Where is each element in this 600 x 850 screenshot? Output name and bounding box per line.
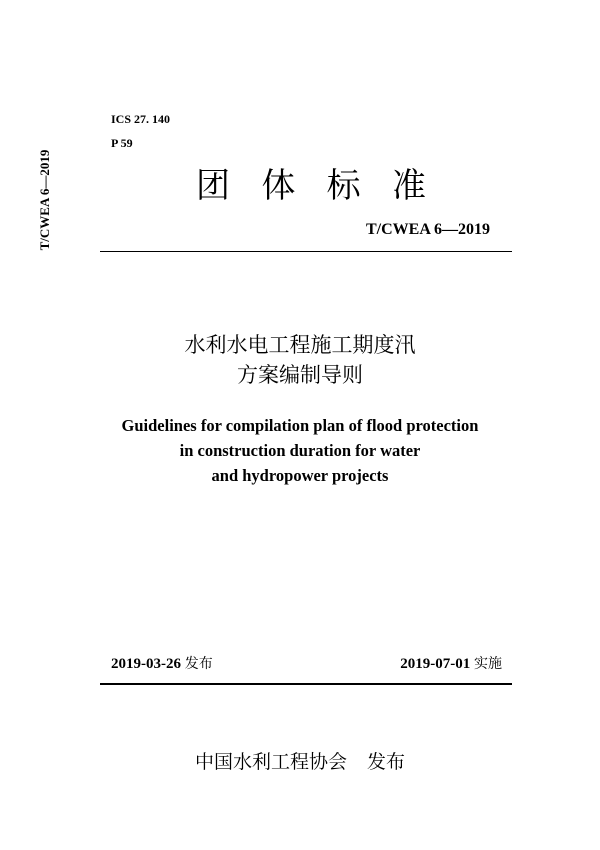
implement-date-value: 2019-07-01 xyxy=(400,656,471,672)
side-standard-code: T/CWEA 6—2019 xyxy=(37,149,52,251)
title-en-line-2: in construction duration for water xyxy=(179,441,421,460)
title-en-line-3: and hydropower projects xyxy=(211,466,389,485)
top-divider xyxy=(100,251,512,252)
ccs-code: P 59 xyxy=(111,136,133,150)
title-cn-line-1: 水利水电工程施工期度汛 xyxy=(184,333,416,357)
implement-label: 实施 xyxy=(474,656,502,672)
publisher-label: 发布 xyxy=(367,751,406,773)
standard-type-char: 体 xyxy=(261,166,296,206)
issue-date-value: 2019-03-26 xyxy=(111,656,181,672)
standard-code: T/CWEA 6—2019 xyxy=(365,221,490,238)
standard-type-heading xyxy=(196,158,426,207)
implement-date xyxy=(400,653,502,673)
bottom-divider xyxy=(100,683,512,685)
issue-date xyxy=(111,653,213,673)
title-cn-line-2: 方案编制导则 xyxy=(237,363,363,387)
ics-code: ICS 27. 140 xyxy=(111,112,171,126)
standard-type-char: 标 xyxy=(326,166,361,206)
issue-label: 发布 xyxy=(184,656,213,672)
standard-type-char: 团 xyxy=(196,166,230,206)
publisher-name: 中国水利工程协会 xyxy=(194,751,347,773)
standard-type-char: 准 xyxy=(391,166,426,206)
publisher xyxy=(0,747,600,774)
title-en-line-1: Guidelines for compilation plan of flood protection xyxy=(121,416,479,435)
